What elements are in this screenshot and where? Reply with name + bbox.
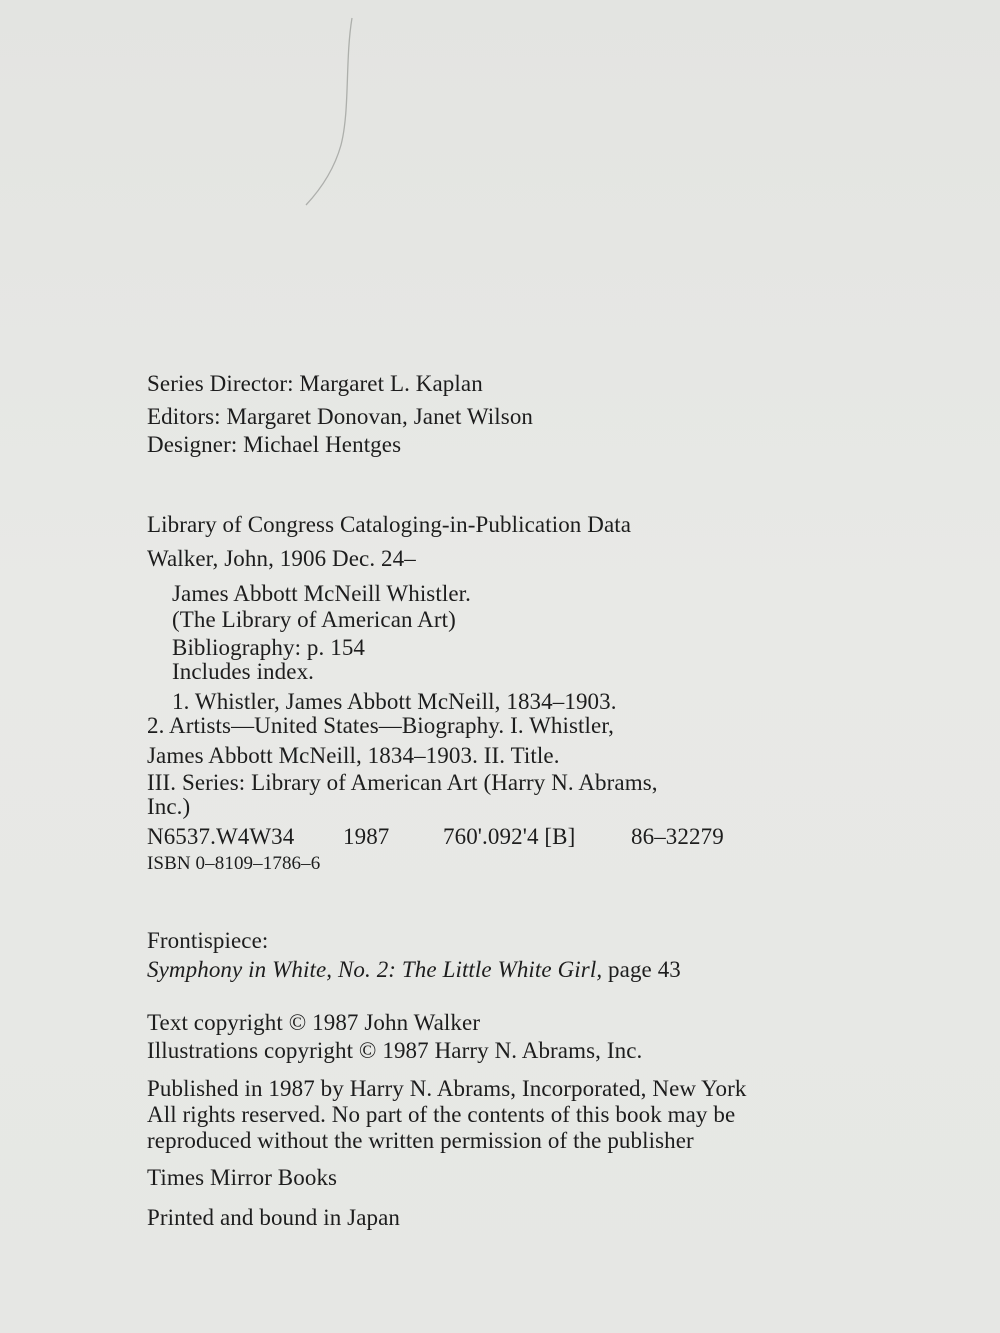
cip-line: 1. Whistler, James Abbott McNeill, 1834–1903. [172, 689, 617, 714]
lccn-number: 86–32279 [631, 824, 724, 849]
frontispiece-label: Frontispiece: [147, 928, 269, 953]
cip-line: James Abbott McNeill Whistler. [172, 581, 471, 606]
cip-heading: Library of Congress Cataloging-in-Publication Data [147, 512, 632, 537]
rights-line: All rights reserved. No part of the contents of this book may be [147, 1102, 736, 1127]
designer-line: Designer: Michael Hentges [147, 432, 402, 457]
publication-line: Published in 1987 by Harry N. Abrams, Incorporated, New York [147, 1076, 747, 1101]
cip-line: James Abbott McNeill, 1834–1903. II. Title. [147, 743, 560, 768]
cip-line: 2. Artists—United States—Biography. I. Whistler, [147, 713, 615, 738]
cip-line: (The Library of American Art) [172, 607, 456, 632]
publication-year: 1987 [343, 824, 390, 849]
permission-line: reproduced without the written permission of the publisher [147, 1128, 694, 1153]
imprint-line: Times Mirror Books [147, 1165, 338, 1190]
call-number: N6537.W4W34 [147, 824, 295, 849]
frontispiece-title: Symphony in White, No. 2: The Little White Girl, [147, 957, 603, 982]
frontispiece-page: page 43 [608, 957, 681, 982]
text-copyright-line: Text copyright © 1987 John Walker [147, 1010, 481, 1035]
cip-line: Includes index. [172, 659, 315, 684]
cip-line: Bibliography: p. 154 [172, 635, 366, 660]
illustrations-copyright-line: Illustrations copyright © 1987 Harry N. Abrams, Inc. [147, 1038, 643, 1063]
editors-line: Editors: Margaret Donovan, Janet Wilson [147, 404, 534, 429]
series-director-line: Series Director: Margaret L. Kaplan [147, 371, 483, 396]
cip-line: Inc.) [147, 794, 191, 819]
isbn-line: ISBN 0–8109–1786–6 [147, 853, 321, 874]
dewey-number: 760'.092'4 [B] [443, 824, 576, 849]
cip-classification-line [147, 824, 724, 850]
printed-line: Printed and bound in Japan [147, 1205, 401, 1230]
cip-line: III. Series: Library of American Art (Harry N. Abrams, [147, 770, 658, 795]
frontispiece-caption [147, 957, 681, 983]
cip-line: Walker, John, 1906 Dec. 24– [147, 546, 416, 571]
